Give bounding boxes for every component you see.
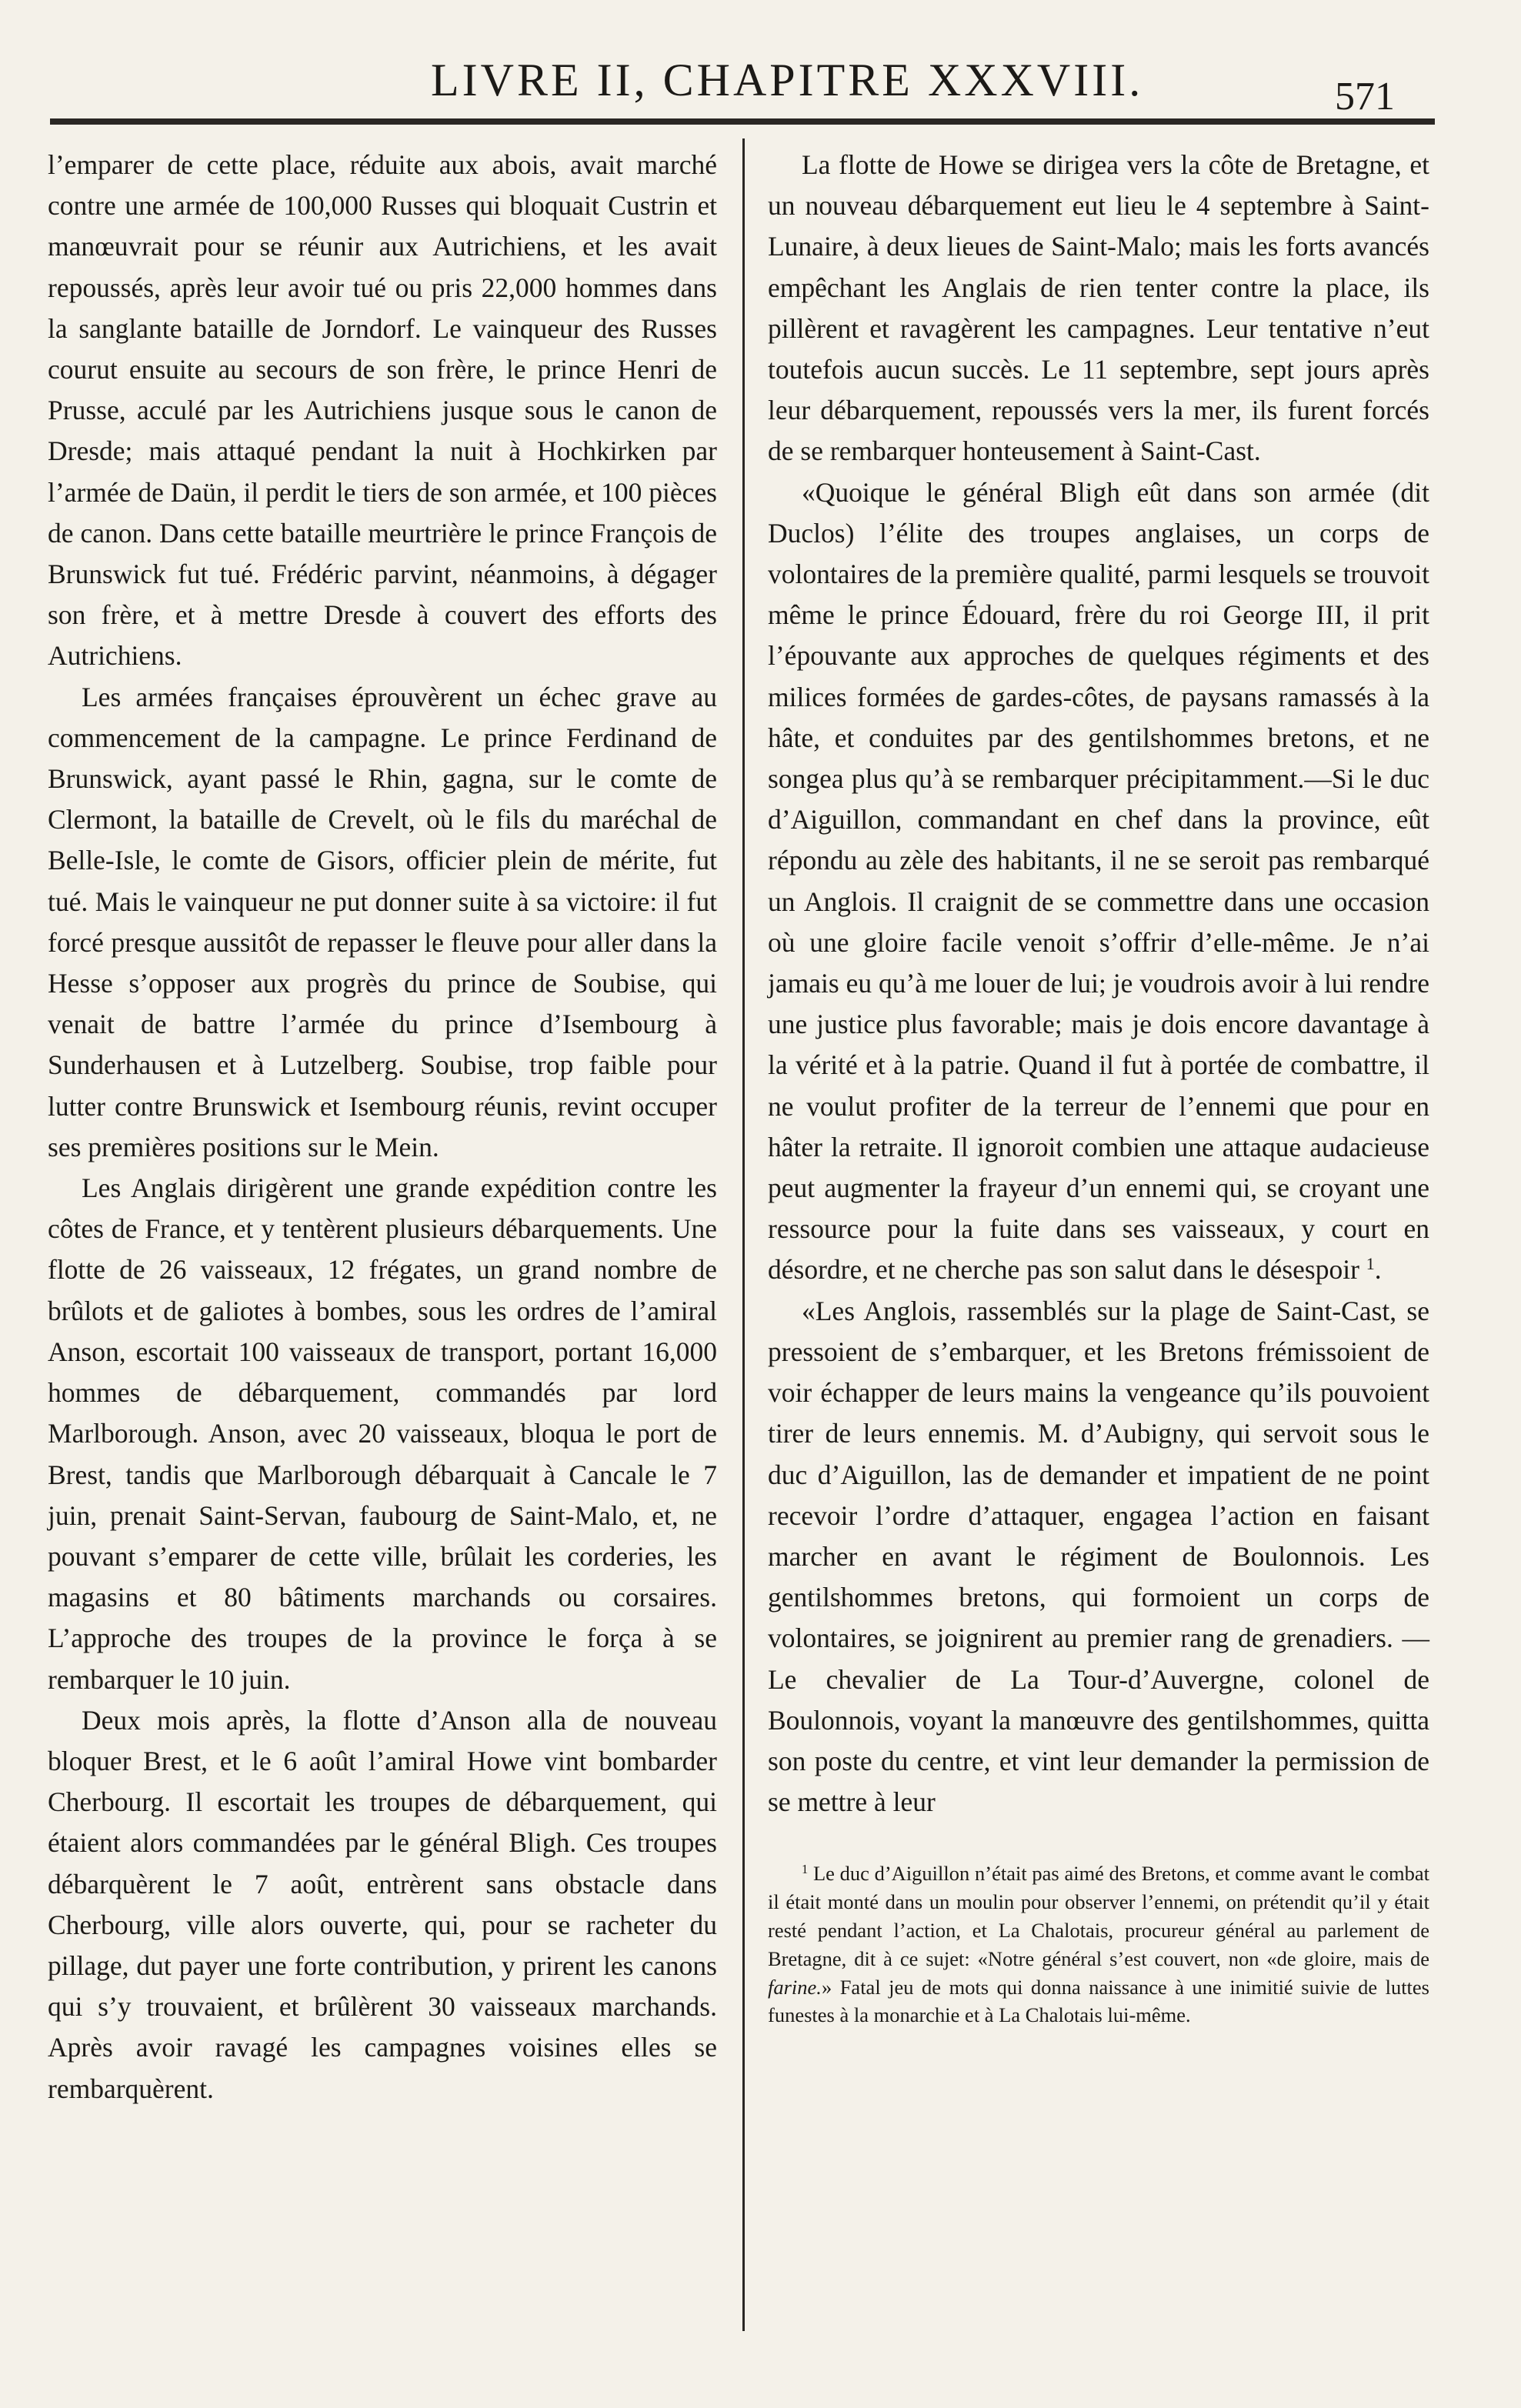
footnote-number: 1 — [802, 1862, 809, 1877]
footnote — [768, 1859, 1429, 2029]
paragraph: Deux mois après, la flotte d’Anson alla de nouveau bloquer Brest, et le 6 août l’amiral Howe vint bombarder Cherbourg. Il escortait les troupes de débarquement, qui étaient alors commandées par le général Bligh. Ces troupes débarquèrent le 7 août, entrèrent sans obstacle dans Cherbourg, ville alors ouverte, qui, pour se racheter du pillage, dut payer une forte contribution, y prirent les canons qui s’y trouvaient, et brûlèrent 30 vaisseaux marchands. Après avoir ravagé les campagnes voisines elles se rembarquèrent. — [48, 1704, 717, 2104]
chapter-title: LIVRE II, CHAPITRE XXXVIII. — [431, 55, 1144, 105]
paragraph: «Quoique le général Bligh eût dans son armée (dit Duclos) l’élite des troupes anglaises, un corps de volontaires de la première qualité, parmi lesquels se trouvoit même le prince Édouard, frère du roi George III, il prit l’épouvante aux approches de quelques régiments et des milices formées de gardes-côtes, de paysans ramassés à la hâte, et conduites par des gentilshommes bretons, et ne songea plus qu’à se rembarquer précipitamment.—Si le duc d’Aiguillon, commandant en chef dans la province, eût répondu au zèle des habitants, il ne se seroit pas rembarqué un Anglois. Il craignit de se commettre dans une occasion où une gloire facile venoit s’offrir d’elle-même. Je n’ai jamais eu qu’à me louer de lui; je voudrois avoir à lui rendre une justice plus favorable; mais je dois encore davantage à la vérité et à la patrie. Quand il fut à portée de combattre, il ne voulut profiter de la terreur de l’ennemi que pour en hâter la retraite. Il ignoroit combien une attaque audacieuse peut augmenter la frayeur d’un ennemi qui, se croyant une ressource pour la fuite dans ses vaisseaux, y court en désordre, et ne cherche pas son salut dans le désespoir $^1$. — [768, 476, 1429, 1286]
paragraph: «Les Anglois, rassemblés sur la plage de Saint-Cast, se pressoient de s’embarquer, et les Bretons frémissoient de voir échapper de leurs mains la vengeance qu’ils pouvoient tirer de leurs ennemis. M. d’Aubigny, qui servoit sous le duc d’Aiguillon, las de demander et impatient de ne point recevoir l’ordre d’attaquer, engagea l’action en faisant marcher en avant le régiment de Boulonnois. Les gentilshommes bretons, qui formoient un corps de volontaires, se joignirent au premier rang de grenadiers. — Le chevalier de La Tour-d’Auvergne, colonel de Boulonnois, voyant la manœuvre des gentilshommes, quitta son poste du centre, et vint leur demander la permission de se mettre à leur — [768, 1295, 1429, 1818]
column-divider — [742, 138, 745, 2331]
left-column — [48, 145, 717, 2110]
paragraph: l’emparer de cette place, réduite aux abois, avait marché contre une armée de 100,000 Russes qui bloquait Custrin et manœuvrait pour se réunir aux Autrichiens, et les avait repoussés, après leur avoir tué ou pris 22,000 hommes dans la sanglante bataille de Jorndorf. Le vainqueur des Russes courut ensuite au secours de son frère, le prince Henri de Prusse, acculé par les Autrichiens jusque sous le canon de Dresde; mais attaqué pendant la nuit à Hochkirken par l’armée de Daün, il perdit le tiers de son armée, et 100 pièces de canon. Dans cette bataille meurtrière le prince François de Brunswick fut tué. Frédéric parvint, néanmoins, à dégager son frère, et à mettre Dresde à couvert des efforts des Autrichiens. — [48, 149, 717, 672]
footnote-text-end: » Fatal jeu de mots qui donna naissance à une inimitié suivie de luttes funestes à la monarchie et à La Chalotais lui-même. — [768, 1975, 1429, 2027]
paragraph: La flotte de Howe se dirigea vers la côte de Bretagne, et un nouveau débarquement eut lieu le 4 septembre à Saint-Lunaire, à deux lieues de Saint-Malo; mais les forts avancés empêchant les Anglais de rien tenter contre la place, ils pillèrent et ravagèrent les campagnes. Leur tentative n’eut toutefois aucun succès. Le 11 septembre, sept jours après leur débarquement, repoussés vers la mer, ils furent forcés de se rembarquer honteusement à Saint-Cast. — [768, 149, 1429, 467]
footnote-reference: 1 — [1366, 1254, 1375, 1274]
page-number: 571 — [1335, 75, 1395, 118]
footnote-italic: farine. — [768, 1975, 822, 1999]
right-column — [768, 145, 1429, 2029]
header-rule — [50, 118, 1435, 125]
paragraph-text: «Quoique le général Bligh eût dans son armée (dit Duclos) l’élite des troupes anglaises, un corps de volontaires de la première qualité, parmi lesquels se trouvoit même le prince Édouard, frère du roi George III, il prit l’épouvante aux approches de quelques régiments et des milices formées de gardes-côtes, de paysans ramassés à la hâte, et conduites par des gentilshommes bretons, et ne songea plus qu’à se rembarquer précipitamment.—Si le duc d’Aiguillon, commandant en chef dans la province, eût répondu au zèle des habitants, il ne se seroit pas rembarqué un Anglois. Il craignit de se commettre dans une occasion où une gloire facile venoit s’offrir d’elle-même. Je n’ai jamais eu qu’à me louer de lui; je voudrois avoir à lui rendre une justice plus favorable; mais je dois encore davantage à la vérité et à la patrie. Quand il fut à portée de combattre, il ne voulut profiter de la terreur de l’ennemi que pour en hâter la retraite. Il ignoroit combien une attaque audacieuse peut augmenter la frayeur d’un ennemi qui, se croyant une ressource pour la fuite dans ses vaisseaux, y court en désordre, et ne cherche pas son salut dans le désespoir — [768, 476, 1429, 1286]
running-header — [0, 46, 1521, 123]
paragraph: Les Anglais dirigèrent une grande expédition contre les côtes de France, et y tentèrent plusieurs débarquements. Une flotte de 26 vaisseaux, 12 frégates, un grand nombre de brûlots et de galiotes à bombes, sous les ordres de l’amiral Anson, escortait 100 vaisseaux de transport, portant 16,000 hommes de débarquement, commandés par lord Marlborough. Anson, avec 20 vaisseaux, bloqua le port de Brest, tandis que Marlborough débarquait à Cancale le 7 juin, prenait Saint-Servan, faubourg de Saint-Malo, et, ne pouvant s’emparer de cette ville, brûlait les corderies, les magasins et 80 bâtiments marchands ou corsaires. L’approche des troupes de la province le força à se rembarquer le 10 juin. — [48, 1172, 717, 1695]
paragraph: Les armées françaises éprouvèrent un échec grave au commencement de la campagne. Le prince Ferdinand de Brunswick, ayant passé le Rhin, gagna, sur le comte de Clermont, la bataille de Crevelt, où le fils du maréchal de Belle-Isle, le comte de Gisors, officier plein de mérite, fut tué. Mais le vainqueur ne put donner suite à sa victoire: il fut forcé presque aussitôt de repasser le fleuve pour aller dans la Hesse s’opposer aux progrès du prince de Soubise, qui venait de battre l’armée du prince d’Isembourg à Sunderhausen et à Lutzelberg. Soubise, trop faible pour lutter contre Brunswick et Isembourg réunis, revint occuper ses premières positions sur le Mein. — [48, 681, 717, 1162]
footnote-text: Le duc d’Aiguillon n’était pas aimé des Bretons, et comme avant le combat il était monté dans un moulin pour observer l’ennemi, on prétendit qu’il y était resté pendant l’action, et La Chalotais, procureur général au parlement de Bretagne, dit à ce sujet: «Notre général s’est couvert, non «de gloire, mais de — [768, 1862, 1430, 1970]
